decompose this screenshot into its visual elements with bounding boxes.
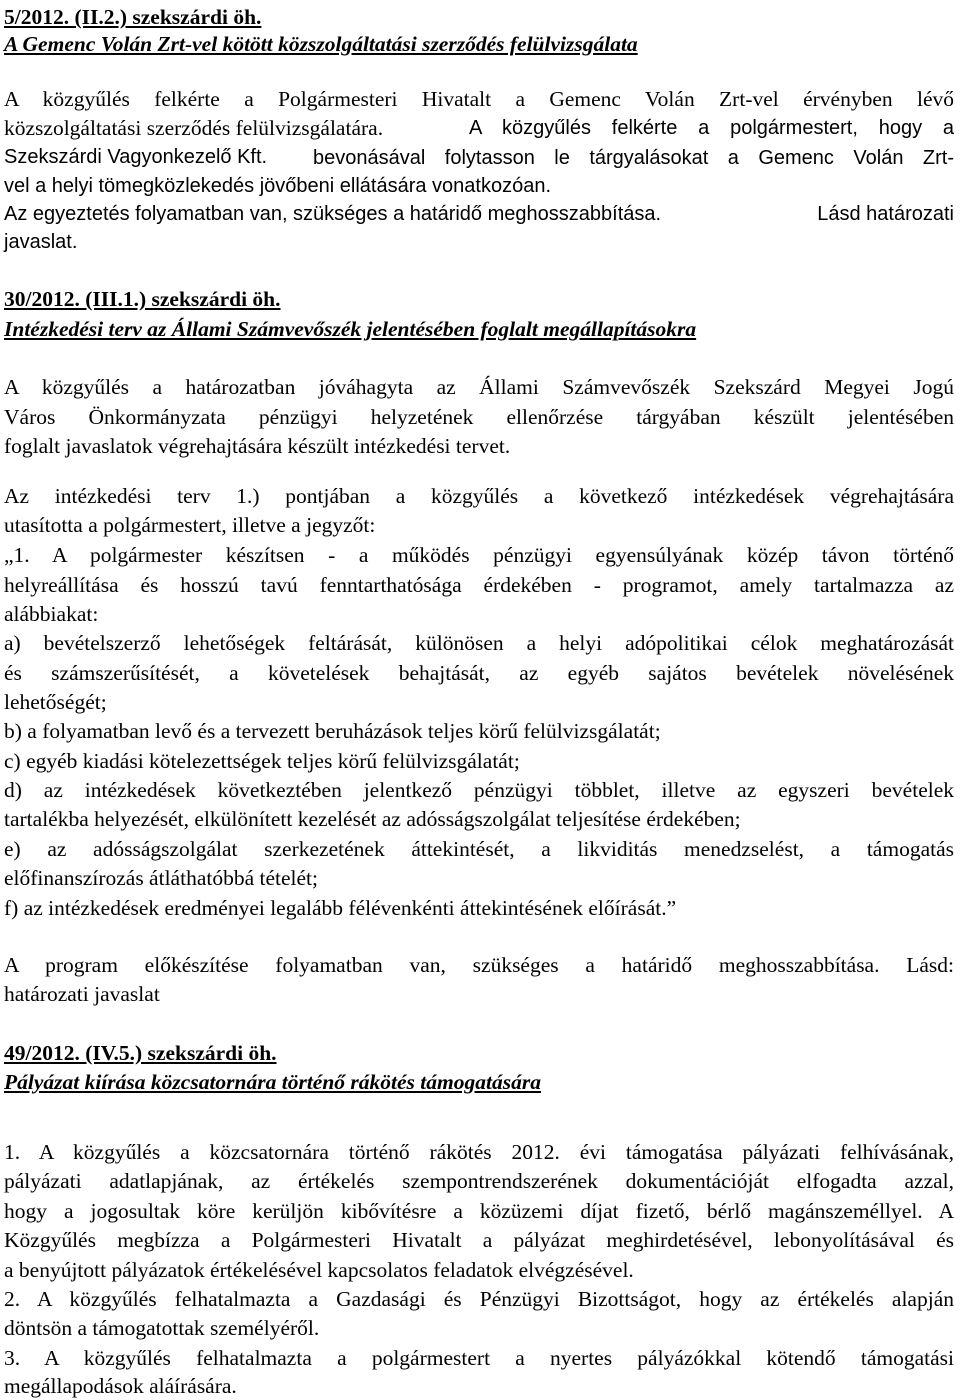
text-line: Lásd határozati [817,203,954,225]
resolution-heading: 49/2012. (IV.5.) szekszárdi öh. [4,1041,277,1065]
text-line: a) bevételszerző lehetőségek feltárását, különösen a helyi adópolitikai célok meghatározását [4,631,954,655]
text-line: a benyújtott pályázatok értékelésével kapcsolatos feladatok elvégzésével. [4,1258,634,1282]
text-line [4,115,954,141]
text-line: b) a folyamatban levő és a tervezett beruházások teljes körű felülvizsgálatát; [4,719,661,743]
text-line: A program előkészítése folyamatban van, szükséges a határidő meghosszabbítása. Lásd: [4,953,954,977]
resolution-title: A Gemenc Volán Zrt-vel kötött közszolgáltatási szerződés felülvizsgálata [4,32,638,56]
text-fragment: közszolgáltatási szerződés felülvizsgálatára. [4,116,384,140]
text-line: bevonásával folytasson le tárgyalásokat a Gemenc Volán Zrt- [313,147,954,169]
text-line: „1. A polgármester készítsen - a működés pénzügyi egyensúlyának közép távon történő [4,543,954,567]
text-line: megállapodások aláírására. [4,1374,237,1398]
text-line: pályázati adatlapjának, az értékelés szempontrendszerének dokumentációját elfogadta azzal, [4,1169,954,1193]
resolution-heading: 30/2012. (III.1.) szekszárdi öh. [4,287,281,311]
text-line: helyreállítása és hosszú tavú fenntarthatósága érdekében - programot, amely tartalmazza az [4,573,954,597]
text-line: hogy a jogosultak köre kerüljön kibővítésre a közüzemi díjat fizető, bérlő magánszeméllyel. A [4,1199,954,1223]
text-line: lehetőségét; [4,690,107,714]
text-line: Szekszárdi Vagyonkezelő Kft. [4,146,268,168]
text-line: 1. A közgyűlés a közcsatornára történő rákötés 2012. évi támogatása pályázati felhívásának, [4,1140,954,1164]
text-line: Város Önkormányzata pénzügyi helyzetének ellenőrzése tárgyában készült jelentésében [4,405,954,429]
text-line: d) az intézkedések következtében jelentkező pénzügyi többlet, illetve az egyszeri bevételek [4,778,954,802]
text-line: és számszerűsítését, a követelések behajtását, az egyéb sajátos bevételek növelésének [4,661,954,685]
text-line: javaslat. [4,231,78,253]
text-line: foglalt javaslatok végrehajtására készült intézkedési tervet. [4,434,511,458]
text-line: utasította a polgármestert, illetve a jegyzőt: [4,513,376,537]
resolution-title: Pályázat kiírása közcsatornára történő rákötés támogatására [4,1070,541,1094]
resolution-title: Intézkedési terv az Állami Számvevőszék jelentésében foglalt megállapításokra [4,317,697,341]
resolution-heading: 5/2012. (II.2.) szekszárdi öh. [4,5,262,29]
text-line: előfinanszírozás átláthatóbbá tételét; [4,866,318,890]
text-fragment: A közgyűlés felkérte a polgármestert, hogy a [469,117,954,139]
text-line: Az egyeztetés folyamatban van, szükséges a határidő meghosszabbítása. [4,203,662,225]
text-line: 2. A közgyűlés felhatalmazta a Gazdasági és Pénzügyi Bizottságot, hogy az értékelés alapján [4,1287,954,1311]
text-line: 3. A közgyűlés felhatalmazta a polgármestert a nyertes pályázókkal kötendő támogatási [4,1346,954,1370]
text-line: Az intézkedési terv 1.) pontjában a közgyűlés a következő intézkedések végrehajtására [4,484,954,508]
text-line: f) az intézkedések eredményei legalább félévenkénti áttekintésének előírását.” [4,896,677,920]
text-line: e) az adósságszolgálat szerkezetének áttekintését, a likviditás menedzselést, a támogatás [4,837,954,861]
text-line: vel a helyi tömegközlekedés jövőbeni ellátására vonatkozóan. [4,175,552,197]
text-line: döntsön a támogatottak személyéről. [4,1316,320,1340]
text-line: tartalékba helyezését, elkülönített kezelését az adósságszolgálat teljesítése érdekében; [4,807,741,831]
text-line: alábbiakat: [4,602,99,626]
text-line: Közgyűlés megbízza a Polgármesteri Hivatalt a pályázat meghirdetésével, lebonyolításával és [4,1228,954,1252]
text-line: A közgyűlés a határozatban jóváhagyta az Állami Számvevőszék Szekszárd Megyei Jogú [4,375,954,399]
text-line: határozati javaslat [4,982,160,1006]
text-line: A közgyűlés felkérte a Polgármesteri Hivatalt a Gemenc Volán Zrt-vel érvényben lévő [4,87,954,111]
text-line: c) egyéb kiadási kötelezettségek teljes körű felülvizsgálatát; [4,749,520,773]
